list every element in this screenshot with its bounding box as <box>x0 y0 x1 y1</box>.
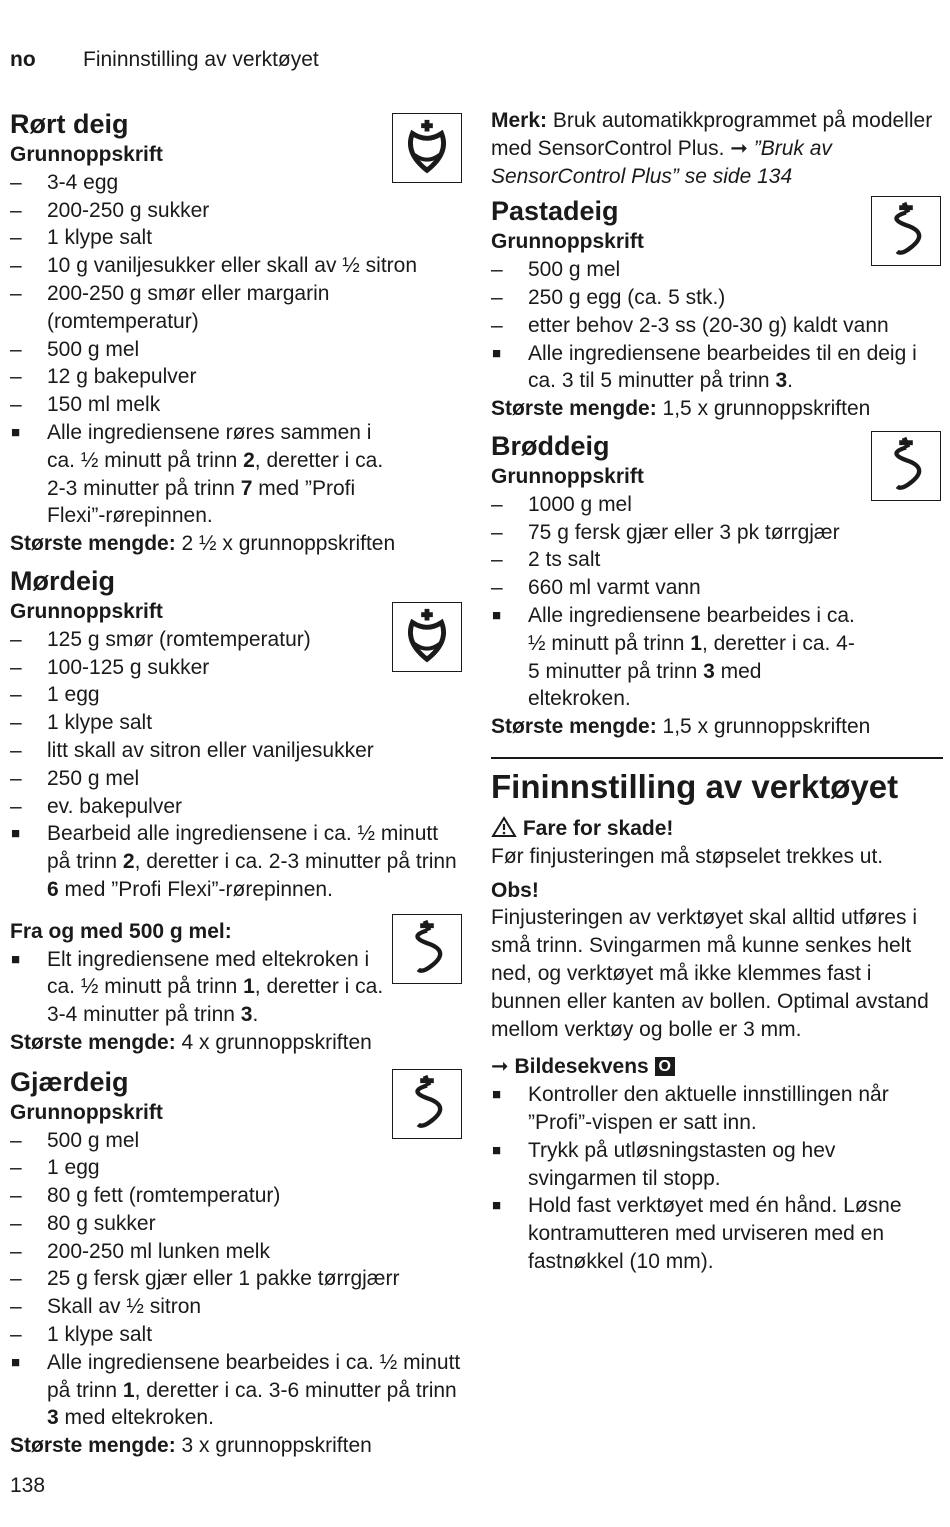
instruction-step: ■ Trykk på utløsningstasten og hev svingarmen til stopp. <box>491 1137 943 1193</box>
max-amount: Største mengde: 1,5 x grunnoppskriften <box>491 397 871 421</box>
arrow-right-icon: ➞ <box>491 1055 509 1079</box>
warning-icon <box>491 817 517 840</box>
list-item: – Skall av ½ sitron <box>10 1293 464 1321</box>
list-item: – 100-125 g sukker <box>10 654 464 682</box>
section-title: Fininnstilling av verktøyet <box>491 757 943 807</box>
ingredient-list <box>491 256 943 395</box>
list-item: – 200-250 g smør eller margarin (romtemperatur) <box>10 280 464 336</box>
max-amount: Største mengde: 4 x grunnoppskriften <box>10 1030 372 1054</box>
section-title: Brøddeig <box>491 430 610 461</box>
obs-text: Finjusteringen av verktøyet skal alltid utføres i små trinn. Svingarmen må kunne senkes helt ned, og verktøyet må ikke klemmes fast i bunnen eller kanten av bollen. Optimal avstand mellom verktøy og bolle er 3 mm. <box>491 906 929 1041</box>
list-item: – etter behov 2-3 ss (20-30 g) kaldt vann <box>491 312 943 340</box>
section-rort-deig <box>10 107 464 558</box>
section-fininnstilling <box>491 757 943 1276</box>
section-gjaerdeig <box>10 1065 464 1460</box>
section-subtitle: Grunnoppskrift <box>491 230 644 254</box>
language-code: no <box>10 48 36 71</box>
ingredient-list <box>10 1127 464 1433</box>
page-header <box>10 46 319 74</box>
section-subtitle: Grunnoppskrift <box>491 464 644 488</box>
section-title: Rørt deig <box>10 109 129 139</box>
list-item: – 12 g bakepulver <box>10 363 464 391</box>
list-item: – litt skall av sitron eller vaniljesukker <box>10 737 464 765</box>
list-item: – ev. bakepulver <box>10 793 464 821</box>
header-title: Fininnstilling av verktøyet <box>83 48 319 71</box>
list-item: – 200-250 ml lunken melk <box>10 1238 464 1266</box>
instruction-step: ■ Elt ingrediensene med eltekroken i ca. ½ minutt på trinn 1, deretter i ca. 3-4 minutter på trinn 3. <box>10 946 464 1029</box>
warning-heading: Fare for skade! <box>491 815 943 843</box>
list-item: – 500 g mel <box>10 336 464 364</box>
ingredient-list <box>10 626 464 904</box>
list-item: – 150 ml melk <box>10 391 464 419</box>
section-subtitle: Grunnoppskrift <box>10 599 163 623</box>
section-subtitle: Grunnoppskrift <box>10 143 163 166</box>
section-broddeig <box>491 429 943 741</box>
instruction-step: ■ Hold fast verktøyet med én hånd. Løsne kontramutteren med urviseren med en fastnøkkel (10 mm). <box>491 1192 943 1275</box>
ingredient-list <box>491 491 943 713</box>
instruction-step: ■ Alle ingrediensene bearbeides til en deig i ca. 3 til 5 minutter på trinn 3. <box>491 340 943 396</box>
list-item: – 1 klype salt <box>10 709 464 737</box>
ingredient-list <box>10 169 464 530</box>
list-item: – 10 g vaniljesukker eller skall av ½ sitron <box>10 252 464 280</box>
list-item: – 2 ts salt <box>491 546 943 574</box>
section-subtitle: Grunnoppskrift <box>10 1100 163 1124</box>
section-title: Gjærdeig <box>10 1066 129 1097</box>
list-item: – 200-250 g sukker <box>10 197 464 225</box>
max-amount: Største mengde: 3 x grunnoppskriften <box>10 1434 372 1458</box>
list-item: – 75 g fersk gjær eller 3 pk tørrgjær <box>491 519 943 547</box>
arrow-right-icon: ➞ <box>730 136 748 160</box>
instruction-step: ■ Alle ingrediensene røres sammen i ca. ½ minutt på trinn 2, deretter i ca. 2-3 minutter på trinn 7 med ”Profi Flexi”-rørepinnen. <box>10 419 464 530</box>
sequence-badge: O <box>655 1057 675 1076</box>
list-item: – 1 egg <box>10 681 464 709</box>
list-item: – 1000 g mel <box>491 491 943 519</box>
list-item: – 25 g fersk gjær eller 1 pakke tørrgjærr <box>10 1265 464 1293</box>
max-amount: Største mengde: 2 ½ x grunnoppskriften <box>10 532 396 556</box>
list-item: – 80 g fett (romtemperatur) <box>10 1182 464 1210</box>
list-item: – 500 g mel <box>10 1127 464 1155</box>
list-item: – 500 g mel <box>491 256 943 284</box>
left-column <box>10 107 464 1460</box>
list-item: – 250 g egg (ca. 5 stk.) <box>491 284 943 312</box>
section-fra-500 <box>10 918 464 1057</box>
list-item: – 80 g sukker <box>10 1210 464 1238</box>
note-paragraph: Merk: Bruk automatikkprogrammet på modeller med SensorControl Plus. ➞ ”Bruk av SensorControl Plus” se side 134 <box>491 109 933 188</box>
section-title: Pastadeig <box>491 196 619 227</box>
list-item: – 660 ml varmt vann <box>491 574 943 602</box>
instruction-step: ■ Kontroller den aktuelle innstillingen når ”Profi”-vispen er satt inn. <box>491 1081 943 1137</box>
page-number: 138 <box>10 1474 46 1497</box>
instruction-list <box>491 1081 943 1276</box>
list-item: – 1 egg <box>10 1154 464 1182</box>
warning-text: Før finjusteringen må støpselet trekkes ut. <box>491 844 884 868</box>
section-pastadeig <box>491 194 943 423</box>
instruction-list <box>10 946 464 1029</box>
list-item: – 250 g mel <box>10 765 464 793</box>
instruction-step: ■ Alle ingrediensene bearbeides i ca. ½ minutt på trinn 1, deretter i ca. 3-6 minutter på trinn 3 med eltekroken. <box>10 1349 464 1432</box>
list-item: – 1 klype salt <box>10 224 464 252</box>
instruction-step: ■ Bearbeid alle ingrediensene i ca. ½ minutt på trinn 2, deretter i ca. 2-3 minutter på trinn 6 med ”Profi Flexi”-rørepinnen. <box>10 820 464 903</box>
list-item: – 3-4 egg <box>10 169 464 197</box>
right-column <box>491 107 943 1276</box>
instruction-step: ■ Alle ingrediensene bearbeides i ca. ½ minutt på trinn 1, deretter i ca. 4-5 minutter på trinn 3 med eltekroken. <box>491 602 943 713</box>
list-item: – 125 g smør (romtemperatur) <box>10 626 464 654</box>
section-mordeig <box>10 564 464 904</box>
obs-heading: Obs! <box>491 878 539 902</box>
sequence-heading: ➞ Bildesekvens O <box>491 1053 943 1081</box>
section-title: Fra og med 500 g mel: <box>10 919 232 943</box>
list-item: – 1 klype salt <box>10 1321 464 1349</box>
max-amount: Største mengde: 1,5 x grunnoppskriften <box>491 715 871 739</box>
section-title: Mørdeig <box>10 565 115 596</box>
